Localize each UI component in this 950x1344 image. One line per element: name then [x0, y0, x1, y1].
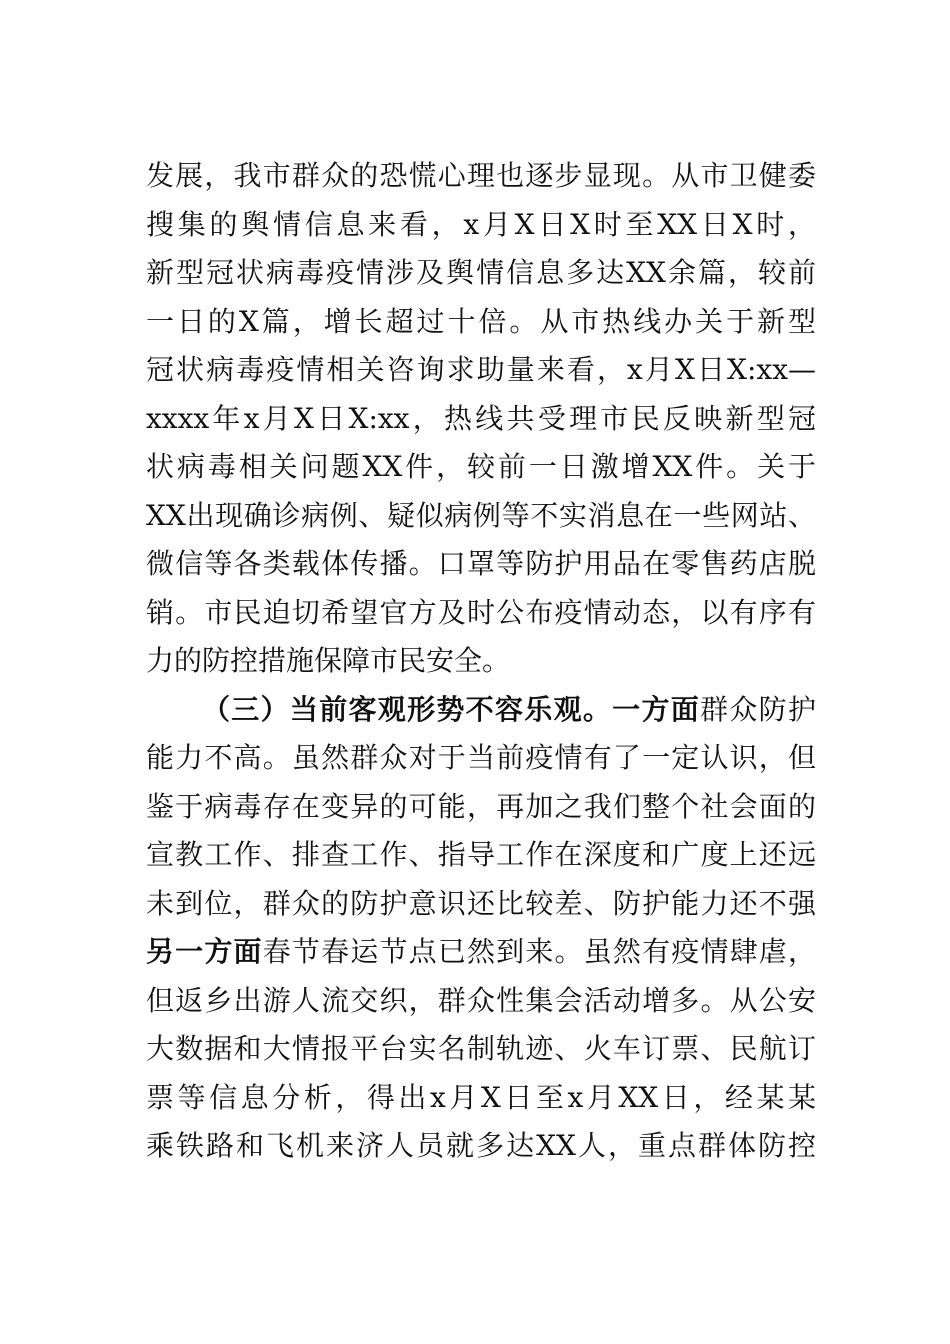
paragraph2-line: 能力不高。虽然群众对于当前疫情有了一定认识，但 — [146, 741, 816, 774]
paragraph1-line: 搜集的舆情信息来看，x月X日X时至XX日X时， — [146, 207, 816, 241]
paragraph1-line: 冠状病毒疫情相关咨询求助量来看，x月X日X:xx— — [146, 353, 816, 386]
paragraph2-line: 鉴于病毒存在变异的可能，再加之我们整个社会面的 — [146, 789, 816, 823]
line-text: 群众防护 — [700, 692, 816, 726]
paragraph1-line: 发展，我市群众的恐慌心理也逐步显现。从市卫健委 — [146, 159, 816, 192]
lead-phrase: 另一方面 — [146, 935, 263, 968]
paragraph1-line: 状病毒相关问题XX件，较前一日激增XX件。关于 — [146, 450, 816, 483]
paragraph1-line: 一日的X篇，增长超过十倍。从市热线办关于新型 — [146, 304, 816, 338]
paragraph1-line: 力的防控措施保障市民安全。 — [146, 644, 511, 677]
paragraph2-line: 宣教工作、排查工作、指导工作在深度和广度上还远 — [146, 838, 816, 871]
paragraph2-lead-line — [146, 928, 816, 977]
section-heading: （三）当前客观形势不容乐观。 — [202, 692, 613, 726]
paragraph2-line: 未到位，群众的防护意识还比较差、防护能力还不强 — [146, 886, 816, 920]
lead-phrase: 一方面 — [612, 692, 701, 726]
paragraph2-line: 大数据和大情报平台实名制轨迹、火车订票、民航订 — [146, 1032, 816, 1065]
paragraph2-first-line — [146, 686, 816, 735]
body-text — [146, 152, 816, 1171]
paragraph2-line: 乘铁路和飞机来济人员就多达XX人，重点群体防控 — [146, 1129, 816, 1162]
paragraph2-line: 但返乡出游人流交织，群众性集会活动增多。从公安 — [146, 983, 816, 1017]
paragraph2-line: 票等信息分析，得出x月X日至x月XX日，经某某 — [146, 1080, 816, 1114]
line-text: 春节春运节点已然到来。虽然有疫情肆虐， — [262, 935, 816, 968]
paragraph1-line: xxxx年x月X日X:xx，热线共受理市民反映新型冠 — [146, 401, 816, 435]
paragraph1-line: 微信等各类载体传播。口罩等防护用品在零售药店脱 — [146, 547, 816, 580]
paragraph1-line: 新型冠状病毒疫情涉及舆情信息多达XX余篇，较前 — [146, 256, 816, 289]
paragraph1-line: XX出现确诊病例、疑似病例等不实消息在一些网站、 — [146, 498, 816, 532]
paragraph1-line: 销。市民迫切希望官方及时公布疫情动态，以有序有 — [146, 595, 816, 629]
